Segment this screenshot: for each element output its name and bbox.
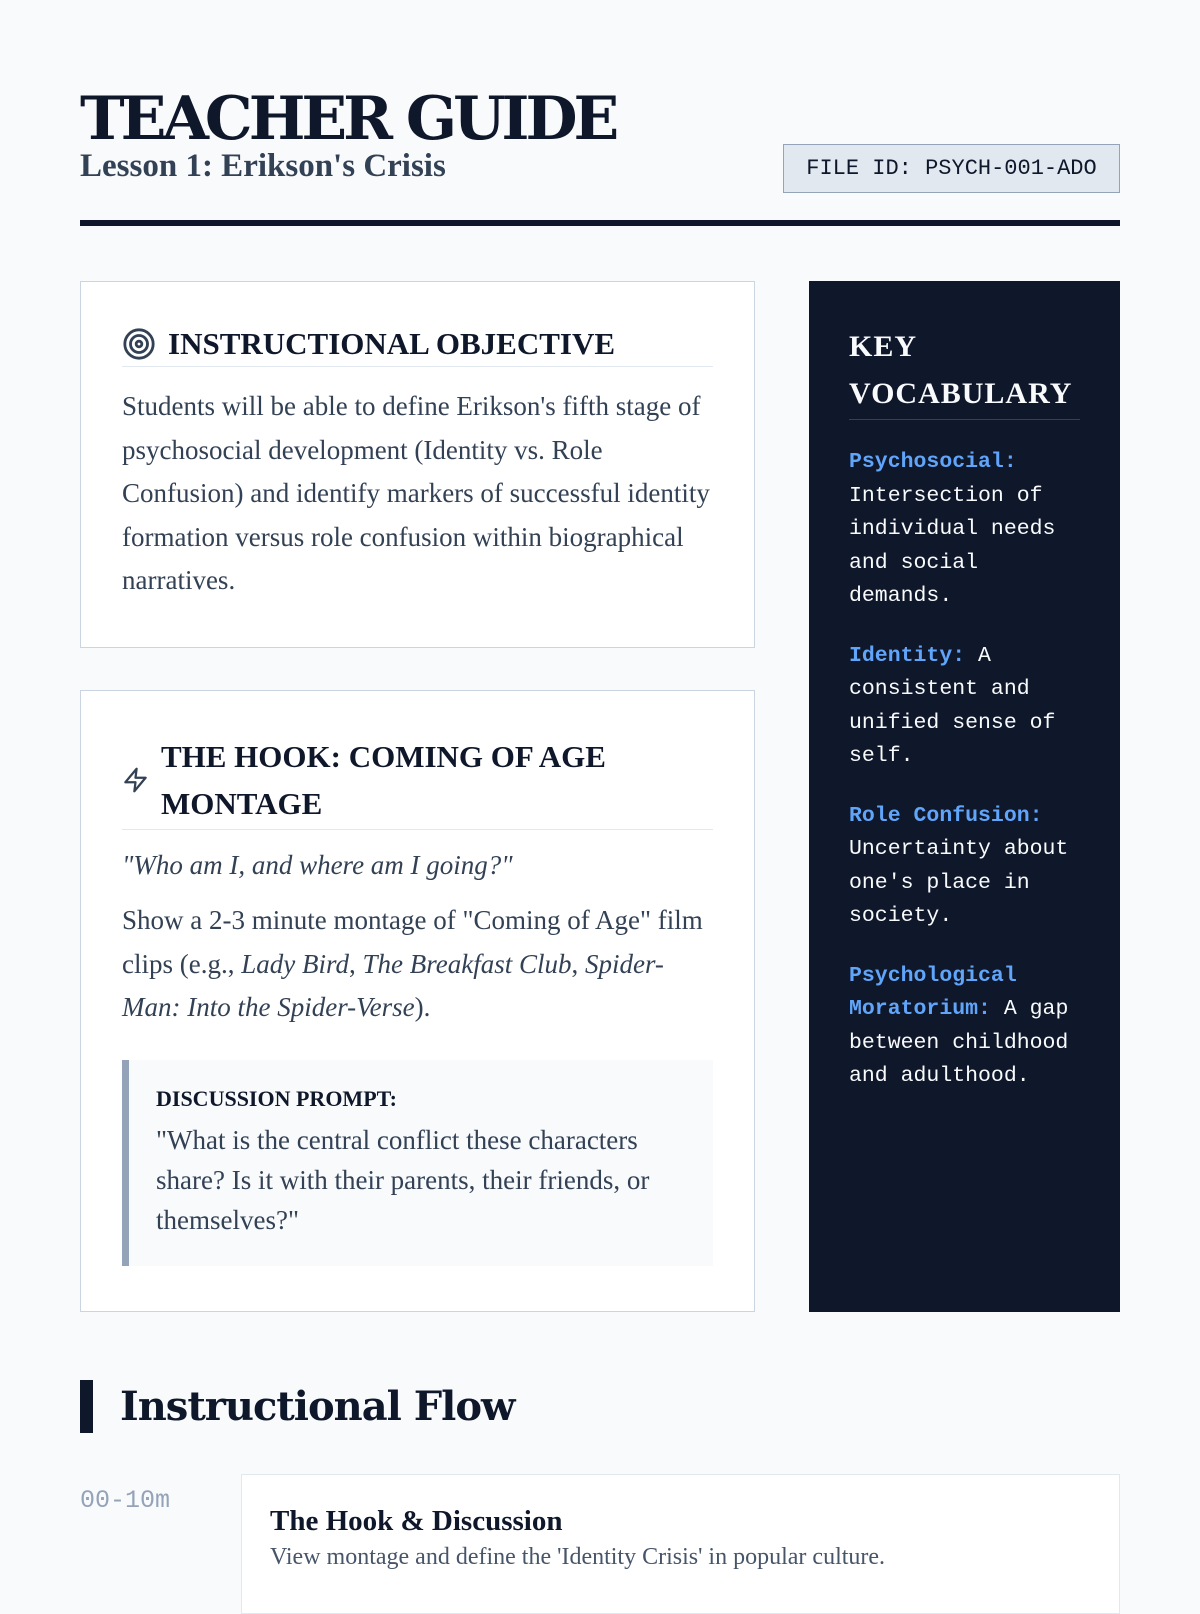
lesson-subtitle: Lesson 1: Erikson's Crisis — [80, 148, 446, 184]
vocab-term — [849, 800, 1080, 934]
hook-card — [80, 690, 755, 1312]
term-name: Psychosocial: — [849, 450, 1017, 474]
objective-card — [80, 281, 755, 648]
vocab-heading: KEY VOCABULARY — [849, 323, 1080, 420]
hook-text-after: ). — [414, 992, 431, 1022]
step-title: The Hook & Discussion — [270, 1505, 563, 1537]
separator: , — [348, 948, 363, 979]
separator: , — [571, 948, 585, 979]
key-vocabulary-panel — [809, 281, 1120, 1312]
vocab-term — [849, 960, 1080, 1094]
prompt-text: "What is the central conflict these characters share? Is it with their parents, their friends, or themselves?" — [156, 1124, 650, 1235]
target-icon — [122, 327, 156, 361]
page-title: TEACHER GUIDE — [80, 84, 616, 154]
film-title: The Breakfast Club — [362, 948, 572, 979]
header-divider — [80, 220, 1120, 226]
zap-icon — [122, 765, 149, 795]
objective-text: Students will be able to define Erikson's fifth stage of psychosocial development (Identity vs. Role Confusion) and identify markers of successful identity formation versus role confusion within biographical narratives. — [122, 391, 710, 595]
objective-heading-text: INSTRUCTIONAL OBJECTIVE — [168, 326, 616, 361]
film-title: Spider-Man: Into the Spider-Verse — [122, 948, 664, 1022]
term-name: Identity: — [849, 643, 966, 668]
term-name: Psychological Moratorium: — [849, 963, 1017, 1021]
term-definition: Intersection of individual needs and social demands. — [849, 483, 1056, 608]
objective-heading — [122, 326, 713, 367]
term-definition: A consistent and unified sense of self. — [849, 643, 1056, 768]
term-definition: A gap between childhood and adulthood. — [849, 997, 1069, 1088]
step-time: 00-10m — [80, 1486, 171, 1515]
term-definition: Uncertainty about one's place in society. — [849, 837, 1069, 928]
hook-text-before: Show a 2-3 minute montage of "Coming of Age" film clips (e.g., — [122, 905, 703, 979]
step-description: View montage and define the 'Identity Crisis' in popular culture. — [270, 1544, 886, 1570]
film-title: Lady Bird — [241, 948, 349, 979]
flow-step-card — [241, 1474, 1120, 1614]
hook-heading — [122, 733, 713, 830]
prompt-label: DISCUSSION PROMPT: — [156, 1085, 398, 1111]
discussion-prompt — [122, 1060, 713, 1266]
term-name: Role Confusion: — [849, 803, 1043, 828]
file-id-badge: FILE ID: PSYCH-001-ADO — [783, 144, 1120, 193]
hook-quote: "Who am I, and where am I going?" — [122, 850, 513, 880]
hook-text — [122, 899, 713, 1030]
vocab-term — [849, 640, 1080, 774]
hook-heading-text: THE HOOK: COMING OF AGE MONTAGE — [160, 739, 606, 821]
instructional-flow-heading: Instructional Flow — [80, 1380, 514, 1433]
vocab-term — [849, 446, 1080, 614]
